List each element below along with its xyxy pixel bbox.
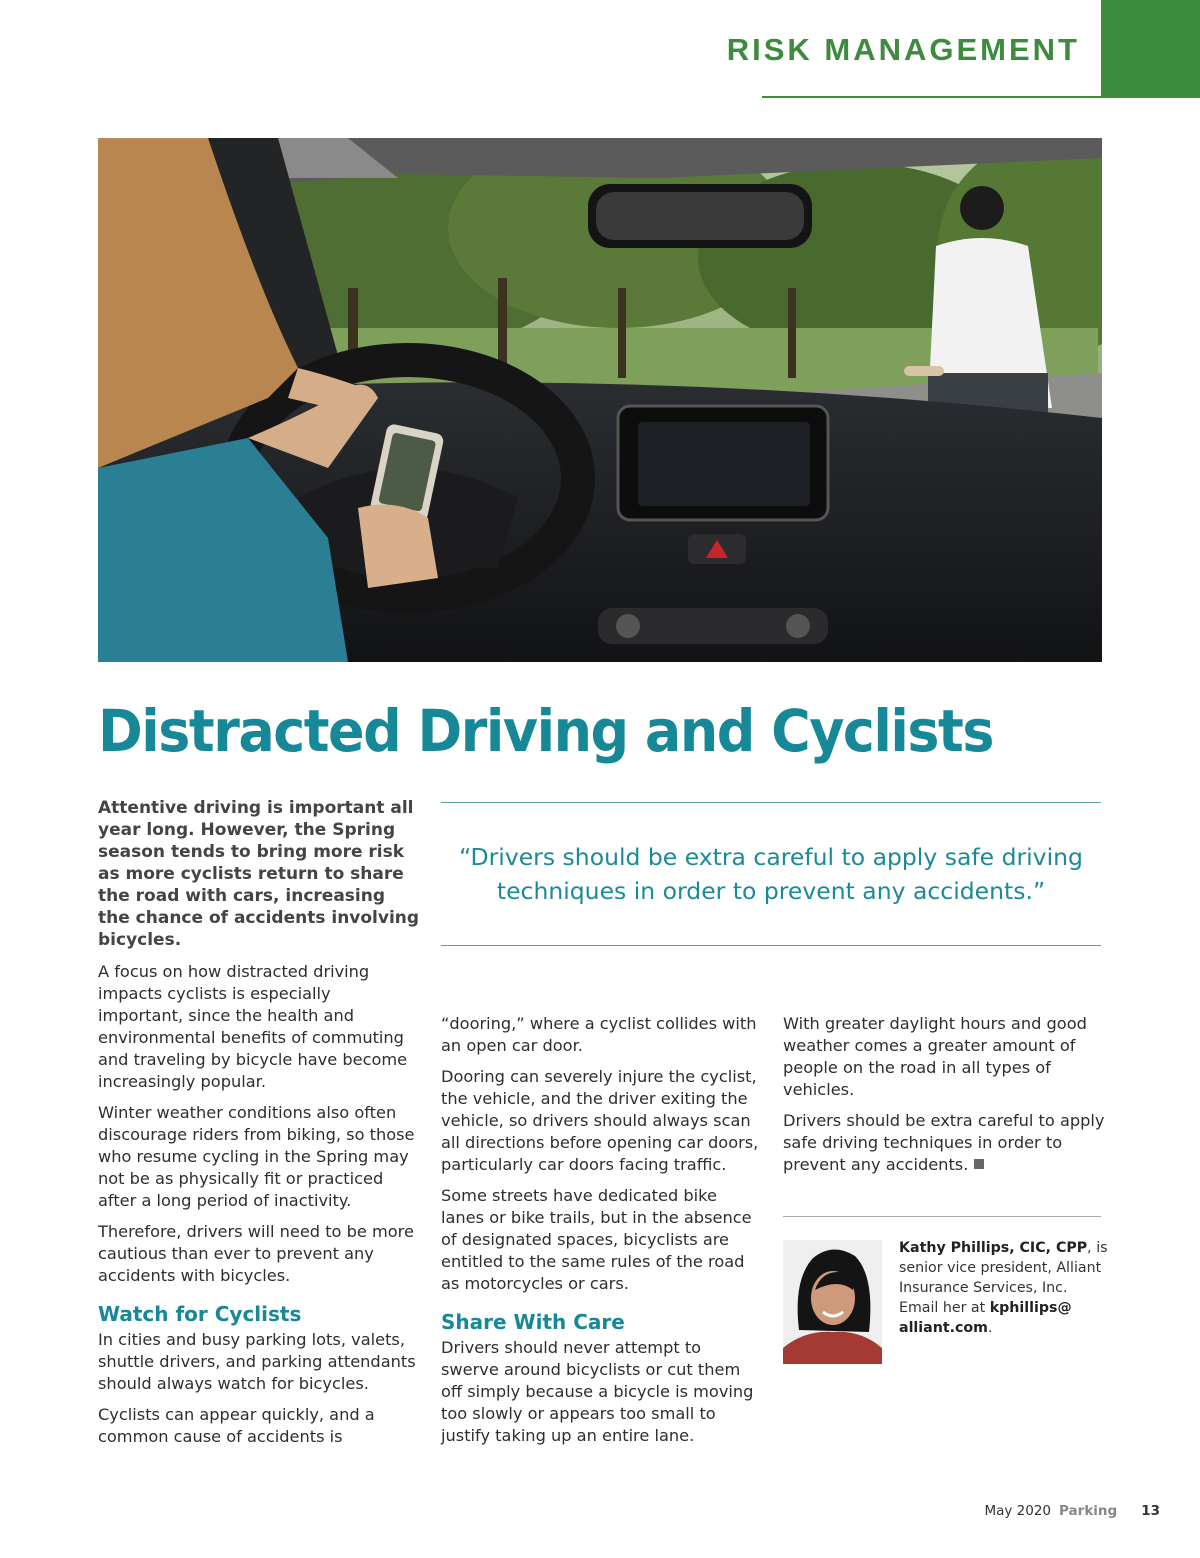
driver-texting-cyclist-photo xyxy=(98,138,1102,662)
issue-date: May 2020 xyxy=(984,1503,1052,1519)
article-column-1 xyxy=(98,797,420,1457)
quote-top-rule xyxy=(441,802,1101,803)
author-portrait xyxy=(783,1240,882,1364)
page-number: 13 xyxy=(1141,1503,1160,1519)
subhead-watch-for-cyclists: Watch for Cyclists xyxy=(98,1302,302,1326)
publication-name: Parking xyxy=(1059,1503,1118,1519)
subhead-share-with-care: Share With Care xyxy=(441,1310,625,1334)
paragraph: With greater daylight hours and good weather comes a greater amount of people on the road in all types of vehicles. xyxy=(783,1014,1087,1099)
article-column-2 xyxy=(441,1013,763,1456)
pull-quote-text: “Drivers should be extra careful to apply safe driving techniques in order to prevent any accidents.” xyxy=(459,843,1083,905)
bio-rule xyxy=(783,1216,1101,1217)
section-label: RISK MANAGEMENT xyxy=(726,32,1080,67)
article-title: Distracted Driving and Cyclists xyxy=(98,697,993,765)
quote-bottom-rule xyxy=(441,945,1101,946)
paragraph: Some streets have dedicated bike lanes or bike trails, but in the absence of designated spaces, bicyclists are entitled to the same rules of the road as motorcycles or cars. xyxy=(441,1186,752,1293)
end-mark-icon xyxy=(974,1159,984,1169)
header-rule xyxy=(762,96,1200,98)
paragraph: A focus on how distracted driving impacts cyclists is especially important, since the health and environmental benefits of commuting and traveling by bicycle have become increasingly popular. xyxy=(98,962,408,1091)
article-column-3 xyxy=(783,1013,1105,1185)
paragraph: Drivers should be extra careful to apply safe driving techniques in order to prevent any accidents. xyxy=(783,1111,1105,1174)
paragraph: Winter weather conditions also often discourage riders from biking, so those who resume cycling in the Spring may not be as physically fit or practiced after a long period of inactivity. xyxy=(98,1103,415,1210)
paragraph: Drivers should never attempt to swerve around bicyclists or cut them off simply because a bicycle is moving too slowly or appears too small to justify taking up an entire lane. xyxy=(441,1338,754,1445)
paragraph: Therefore, drivers will need to be more cautious than ever to prevent any accidents with bicycles. xyxy=(98,1222,414,1285)
author-bio: Kathy Phillips, CIC, CPP, is senior vice president, Alliant Insurance Services, Inc. Email her at kphillips@ alliant.com. xyxy=(899,1240,1108,1336)
author-name: Kathy Phillips, CIC, CPP xyxy=(899,1240,1088,1256)
header-green-block xyxy=(1101,0,1200,96)
paragraph: In cities and busy parking lots, valets, shuttle drivers, and parking attendants should always watch for bicycles. xyxy=(98,1330,416,1393)
paragraph: Cyclists can appear quickly, and a common cause of accidents is xyxy=(98,1405,375,1446)
pull-quote xyxy=(441,802,1101,946)
article-lead: Attentive driving is important all year long. However, the Spring season tends to bring more risk as more cyclists return to share the road with cars, increasing the chance of accidents involving bicycles. xyxy=(98,798,420,950)
paragraph: “dooring,” where a cyclist collides with an open car door. xyxy=(441,1014,757,1055)
paragraph: Dooring can severely injure the cyclist, the vehicle, and the driver exiting the vehicle, so drivers should always scan all directions before opening car doors, particularly car doors facing traffic. xyxy=(441,1067,759,1174)
author-email[interactable]: kphillips@ alliant.com xyxy=(899,1300,1072,1336)
page-footer xyxy=(984,1503,1160,1519)
